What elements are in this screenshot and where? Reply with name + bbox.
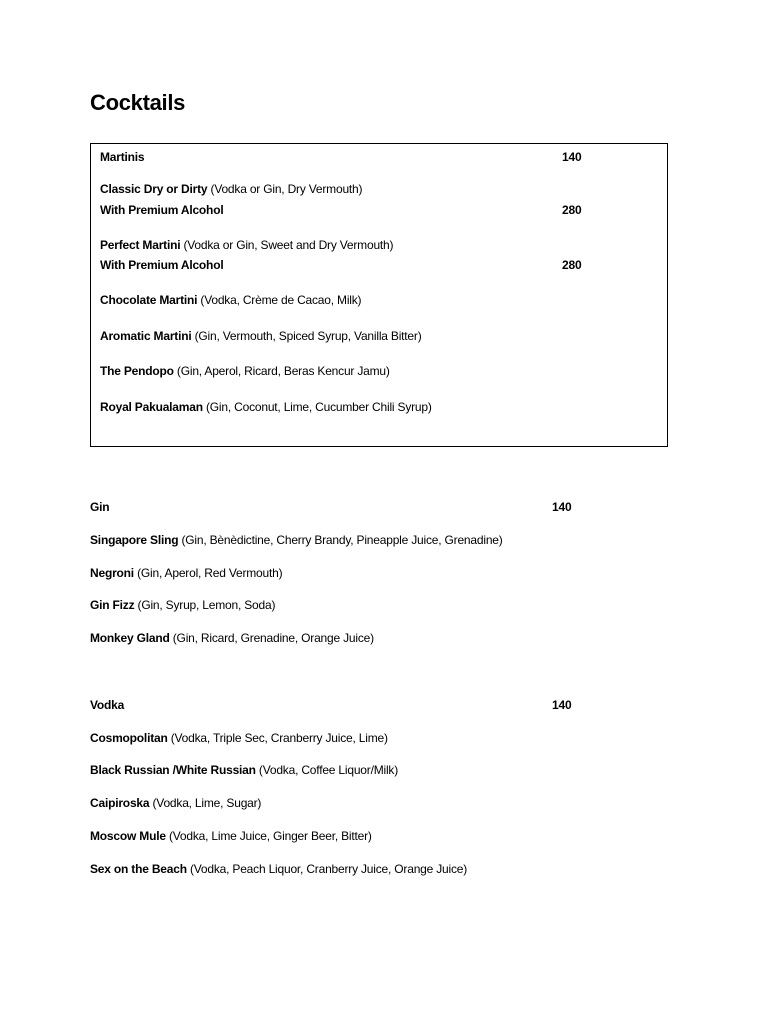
menu-item-desc: (Gin, Vermouth, Spiced Syrup, Vanilla Bitter) [191,329,422,343]
menu-item [90,862,467,876]
menu-item [90,796,261,810]
menu-item [100,400,432,414]
menu-item-desc: (Vodka, Peach Liquor, Cranberry Juice, Orange Juice) [186,862,468,876]
menu-item-desc: (Gin, Aperol, Red Vermouth) [133,566,283,580]
menu-item-sub-label: With Premium Alcohol [100,258,224,272]
menu-item-desc: (Gin, Syrup, Lemon, Soda) [134,598,276,612]
menu-item [90,829,372,843]
menu-item-name: Negroni [90,566,134,580]
vodka-heading: Vodka [90,698,125,712]
menu-item-sub [100,258,223,272]
menu-item-name: Singapore Sling [90,533,179,547]
menu-item-desc: (Vodka, Lime, Sugar) [149,796,262,810]
martinis-heading: Martinis [100,150,145,164]
menu-item-desc: (Gin, Bènèdictine, Cherry Brandy, Pineapple Juice, Grenadine) [178,533,503,547]
menu-item [100,329,422,343]
menu-item-sub-price: 280 [562,203,582,217]
menu-item-name: Caipiroska [90,796,150,810]
menu-item-name: Cosmopolitan [90,731,168,745]
menu-item-name: Royal Pakualaman [100,400,203,414]
menu-item-name: Sex on the Beach [90,862,187,876]
martinis-price: 140 [562,150,582,164]
menu-item-desc: (Vodka or Gin, Dry Vermouth) [207,182,363,196]
menu-item [100,293,361,307]
vodka-price: 140 [552,698,572,712]
menu-item [90,566,282,580]
menu-item [100,182,362,196]
menu-item-desc: (Vodka, Triple Sec, Cranberry Juice, Lime) [167,731,388,745]
menu-item-desc: (Vodka or Gin, Sweet and Dry Vermouth) [180,238,394,252]
menu-item-name: Perfect Martini [100,238,181,252]
gin-heading: Gin [90,500,110,514]
menu-item-name: Monkey Gland [90,631,170,645]
menu-item-name: Black Russian /White Russian [90,763,256,777]
menu-item-desc: (Vodka, Crème de Cacao, Milk) [197,293,362,307]
menu-item-desc: (Gin, Ricard, Grenadine, Orange Juice) [169,631,374,645]
menu-item [90,631,374,645]
menu-item-name: Gin Fizz [90,598,135,612]
menu-item-desc: (Gin, Coconut, Lime, Cucumber Chili Syrup) [202,400,432,414]
menu-item [100,364,390,378]
menu-item-name: Aromatic Martini [100,329,192,343]
gin-price: 140 [552,500,572,514]
menu-item [90,533,503,547]
menu-item [90,731,388,745]
menu-item-name: The Pendopo [100,364,174,378]
menu-item-sub-label: With Premium Alcohol [100,203,224,217]
menu-item [90,763,398,777]
menu-item [90,598,275,612]
menu-item-desc: (Vodka, Lime Juice, Ginger Beer, Bitter) [165,829,372,843]
menu-item-sub-price: 280 [562,258,582,272]
menu-item-desc: (Gin, Aperol, Ricard, Beras Kencur Jamu) [173,364,390,378]
menu-item-desc: (Vodka, Coffee Liquor/Milk) [255,763,399,777]
menu-item-name: Classic Dry or Dirty [100,182,208,196]
menu-item [100,238,393,252]
menu-item-sub [100,203,223,217]
menu-item-name: Chocolate Martini [100,293,198,307]
page-title: Cocktails [90,90,186,115]
menu-item-name: Moscow Mule [90,829,166,843]
